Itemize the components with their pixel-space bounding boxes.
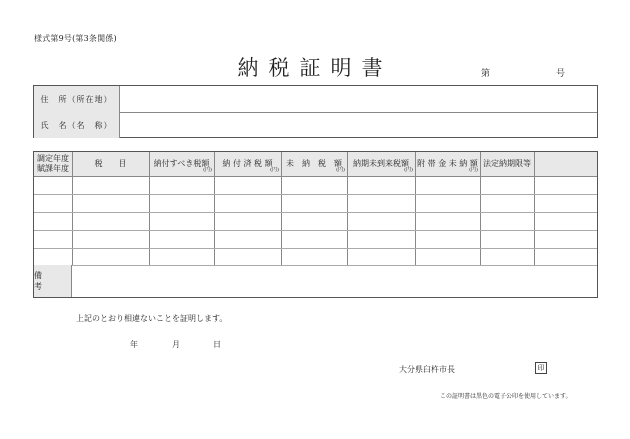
date-year-label: 年 xyxy=(130,340,138,349)
header-label: 調定年度 xyxy=(37,154,69,163)
certification-text: 上記のとおり相違ないことを証明します。 xyxy=(76,314,228,323)
certificate-number-suffix: 号 xyxy=(556,69,566,79)
header-cell xyxy=(347,152,415,176)
date-month-label: 月 xyxy=(172,340,180,349)
address-field[interactable] xyxy=(120,86,597,112)
header-cell xyxy=(281,152,347,176)
tax-detail-table xyxy=(33,151,598,298)
header-cell xyxy=(72,152,149,176)
header-label: 納 付 済 税 額 xyxy=(222,159,273,168)
seal-mark: 印 xyxy=(535,362,547,374)
name-label: 氏 名（名 称） xyxy=(34,112,120,138)
header-label: 未 納 税 額 xyxy=(286,159,342,168)
form-code: 様式第9号(第3条関係) xyxy=(34,34,117,43)
page-title: 納税証明書 xyxy=(237,56,393,80)
name-field[interactable] xyxy=(120,112,597,138)
certificate-number-prefix: 第 xyxy=(481,69,491,79)
header-label: 納期未到来税額 xyxy=(353,159,409,168)
header-cell xyxy=(34,152,72,176)
remarks-label: 備 考 xyxy=(34,265,72,297)
unit-label: (円) xyxy=(404,167,413,173)
unit-label: (円) xyxy=(203,167,212,173)
header-label: 納付すべき税額 xyxy=(153,159,210,168)
unit-label: (円) xyxy=(270,167,279,173)
header-label: 附 帯 金 未 納 額 xyxy=(417,159,478,168)
header-label-line2: 賦課年度 xyxy=(37,164,69,173)
header-label: 法定納期限等 xyxy=(483,159,531,168)
unit-label: (円) xyxy=(469,167,478,173)
header-cell xyxy=(214,152,281,176)
header-cell xyxy=(149,152,214,176)
header-cell xyxy=(534,152,597,176)
header-cell xyxy=(480,152,534,176)
taxpayer-info-table xyxy=(33,85,598,138)
name-row xyxy=(34,112,597,138)
footnote: この証明書は黒色の電子公印を使用しています。 xyxy=(440,393,572,400)
header-label: 税 目 xyxy=(94,159,127,168)
unit-label: (円) xyxy=(336,167,345,173)
row-divider xyxy=(34,194,597,195)
remarks-field[interactable] xyxy=(73,265,597,297)
address-label: 住 所（所在地） xyxy=(34,86,120,112)
header-cell xyxy=(415,152,480,176)
row-divider xyxy=(34,212,597,213)
address-row xyxy=(34,86,597,113)
issuer-name: 大分県臼杵市長 xyxy=(399,365,455,374)
row-divider xyxy=(34,230,597,231)
date-day-label: 日 xyxy=(213,340,221,349)
row-divider xyxy=(34,248,597,249)
